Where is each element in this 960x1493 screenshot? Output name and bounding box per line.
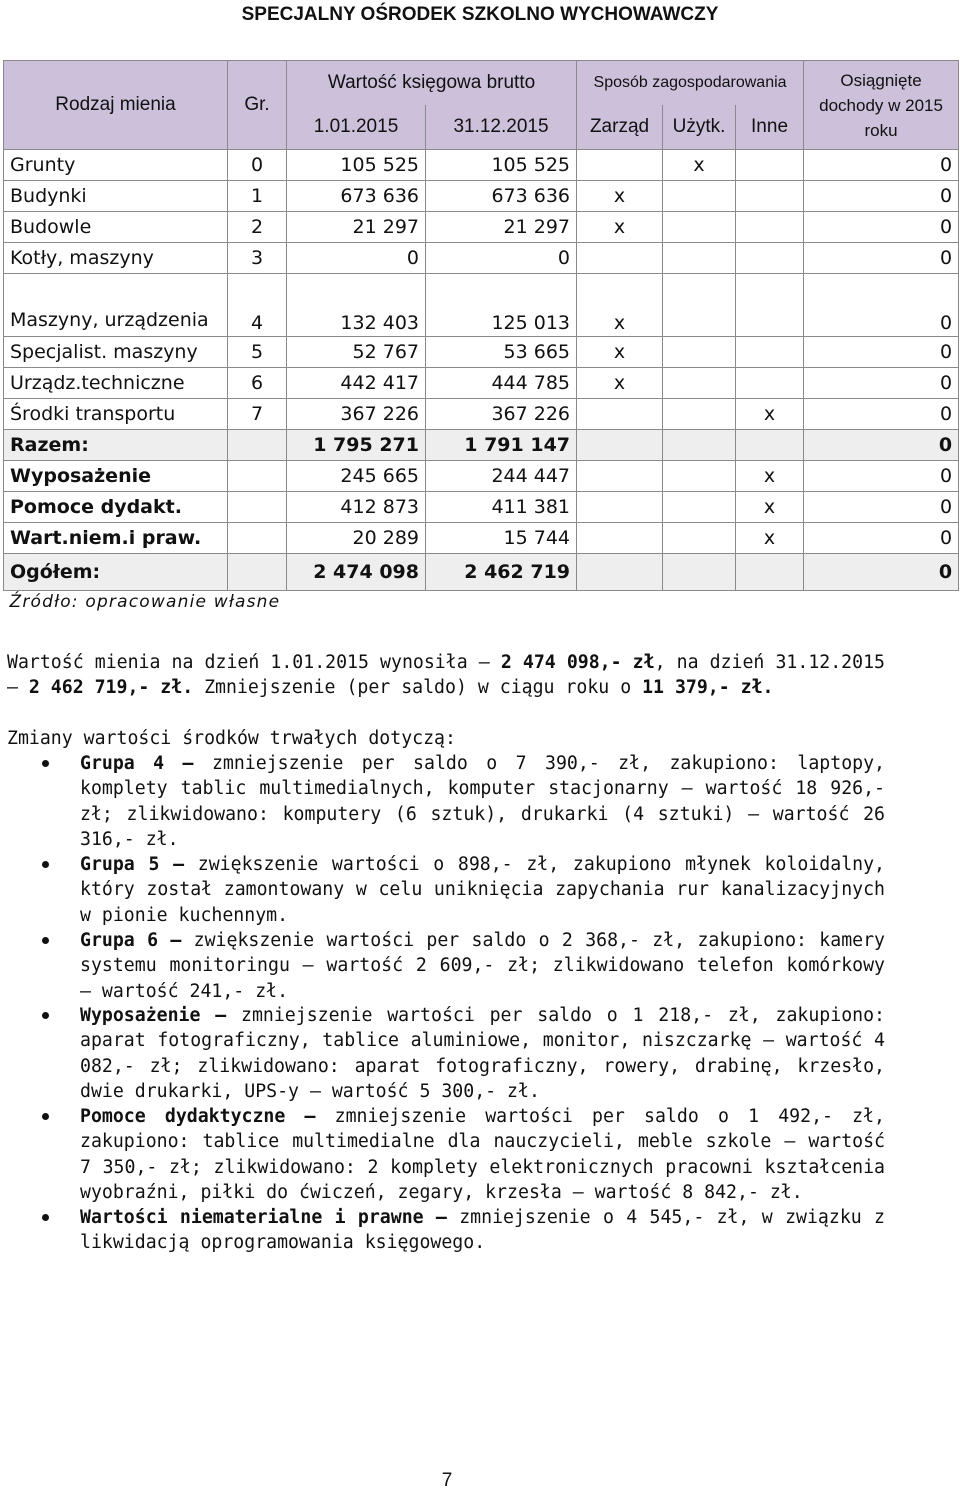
cell-group: 3: [228, 243, 287, 274]
cell-type: Ogółem:: [4, 554, 228, 591]
table-row: [4, 150, 959, 181]
cell-mgmt-other: [736, 150, 804, 181]
cell-mgmt-board: [577, 243, 663, 274]
cell-mgmt-other: [736, 243, 804, 274]
summary-text-3: Zmniejszenie (per saldo) w ciągu roku o: [193, 677, 643, 699]
cell-income: 0: [804, 461, 959, 492]
cell-group: [228, 554, 287, 591]
cell-income: 0: [804, 337, 959, 368]
cell-mgmt-use: [663, 181, 736, 212]
cell-mgmt-other: [736, 554, 804, 591]
list-item: [7, 751, 885, 852]
cell-value-start: 132 403: [287, 274, 426, 337]
table-row: [4, 399, 959, 430]
bullet-icon: [42, 861, 49, 868]
cell-group: 1: [228, 181, 287, 212]
cell-type: Grunty: [4, 150, 228, 181]
list-item: [7, 1003, 885, 1104]
cell-income: 0: [804, 181, 959, 212]
cell-mgmt-use: [663, 368, 736, 399]
summary-value-start: 2 474 098,- zł: [500, 652, 655, 673]
cell-value-start: 105 525: [287, 150, 426, 181]
summary-text-1: Wartość mienia na dzień 1.01.2015 wynosiła –: [7, 652, 501, 673]
list-item-heading: Pomoce dydaktyczne –: [80, 1106, 316, 1127]
table-row: [4, 523, 959, 554]
list-item-text: zmniejszenie wartości per saldo o 1 492,- zł, zakupiono: tablice multimedialne dla nauczycieli, meble szkole – wartość 7 350,- zł; zlikwidowano: 2 komplety elektronicznych pracowni kształcenia wyobraźni, piłki do ćwiczeń, zegary, krzesła – wartość 8 842,- zł.: [80, 1106, 885, 1203]
cell-mgmt-board: x: [577, 368, 663, 399]
list-item-text: zmniejszenie wartości per saldo o 1 218,- zł, zakupiono: aparat fotograficzny, tablice aluminiowe, monitor, niszczarkę – wartość 4 082,- zł; zlikwidowano: aparat fotograficzny, rowery, drabinę, krzesło, dwie drukarki, UPS-y – wartość 5 300,- zł.: [80, 1005, 885, 1102]
list-item-heading: Grupa 5 –: [80, 854, 185, 875]
cell-mgmt-other: [736, 368, 804, 399]
cell-group: [228, 523, 287, 554]
cell-value-start: 412 873: [287, 492, 426, 523]
cell-mgmt-use: [663, 243, 736, 274]
cell-type: Razem:: [4, 430, 228, 461]
cell-value-start: 442 417: [287, 368, 426, 399]
table-row: [4, 461, 959, 492]
list-item-text: zmniejszenie per saldo o 7 390,- zł, zakupiono: laptopy, komplety tablic multimedialnych, komputer stacjonarny – wartość 18 926,- zł; zlikwidowano: komputery (6 sztuk), drukarki (4 sztuki) – wartość 26 316,- zł.: [80, 753, 885, 850]
cell-value-end: 2 462 719: [426, 554, 577, 591]
cell-type: Budowle: [4, 212, 228, 243]
cell-mgmt-other: [736, 430, 804, 461]
table-row: [4, 212, 959, 243]
cell-type: Wart.niem.i praw.: [4, 523, 228, 554]
table-source-row: [4, 591, 959, 618]
cell-value-end: 673 636: [426, 181, 577, 212]
cell-value-start: 21 297: [287, 212, 426, 243]
cell-type: Urządz.techniczne: [4, 368, 228, 399]
table-source: Źródło: opracowanie własne: [4, 591, 959, 618]
cell-value-end: 21 297: [426, 212, 577, 243]
list-item-heading: Wartości niematerialne i prawne –: [80, 1207, 447, 1228]
bullet-icon: [42, 1012, 49, 1019]
cell-value-start: 2 474 098: [287, 554, 426, 591]
cell-mgmt-board: [577, 461, 663, 492]
header-mgmt-board: Zarząd: [577, 105, 663, 150]
cell-mgmt-other: x: [736, 523, 804, 554]
cell-income: 0: [804, 399, 959, 430]
cell-group: [228, 492, 287, 523]
cell-value-end: 367 226: [426, 399, 577, 430]
cell-mgmt-board: x: [577, 181, 663, 212]
list-item: [7, 928, 885, 1004]
summary-decrease: 11 379,- zł.: [642, 677, 774, 699]
summary-value-end: 2 462 719,- zł.: [28, 677, 194, 699]
header-group: Gr.: [228, 61, 287, 150]
cell-group: 5: [228, 337, 287, 368]
list-item-text: zmniejszenie o 4 545,- zł, w związku z likwidacją oprogramowania księgowego.: [80, 1207, 886, 1254]
cell-type: Środki transportu: [4, 399, 228, 430]
cell-mgmt-use: [663, 212, 736, 243]
cell-mgmt-use: [663, 554, 736, 591]
cell-income: 0: [804, 523, 959, 554]
header-management: Sposób zagospodarowania: [577, 61, 804, 106]
table-header-row-1: [4, 61, 959, 106]
header-mgmt-use: Użytk.: [663, 105, 736, 150]
list-item-heading: Grupa 4 –: [80, 753, 194, 774]
table-row: [4, 492, 959, 523]
cell-mgmt-use: x: [663, 150, 736, 181]
cell-value-start: 20 289: [287, 523, 426, 554]
table-row: [4, 368, 959, 399]
cell-mgmt-board: x: [577, 337, 663, 368]
bullet-icon: [42, 937, 49, 944]
cell-value-end: 125 013: [426, 274, 577, 337]
assets-table: [3, 60, 959, 617]
cell-mgmt-board: [577, 523, 663, 554]
cell-mgmt-use: [663, 461, 736, 492]
list-item-text: zwiększenie wartości o 898,- zł, zakupiono młynek koloidalny, który został zamontowany w celu uniknięcia zapychania rur kanalizacyjnych w pionie kuchennym.: [80, 854, 885, 926]
cell-value-start: 367 226: [287, 399, 426, 430]
summary-paragraph: [7, 650, 885, 701]
cell-mgmt-use: [663, 492, 736, 523]
list-item: [7, 852, 885, 928]
table-row: [4, 274, 959, 337]
table-row: [4, 337, 959, 368]
header-value-start: 1.01.2015: [287, 105, 426, 150]
cell-type: Kotły, maszyny: [4, 243, 228, 274]
cell-mgmt-board: [577, 399, 663, 430]
list-item: [7, 1205, 885, 1256]
cell-value-start: 245 665: [287, 461, 426, 492]
table-row-total: [4, 554, 959, 591]
cell-value-end: 244 447: [426, 461, 577, 492]
cell-value-start: 1 795 271: [287, 430, 426, 461]
cell-income: 0: [804, 430, 959, 461]
cell-income: 0: [804, 554, 959, 591]
cell-income: 0: [804, 212, 959, 243]
header-type: Rodzaj mienia: [4, 61, 228, 150]
cell-mgmt-board: x: [577, 212, 663, 243]
bullet-icon: [42, 1113, 49, 1120]
cell-value-end: 0: [426, 243, 577, 274]
cell-group: [228, 461, 287, 492]
cell-value-start: 0: [287, 243, 426, 274]
cell-mgmt-other: [736, 274, 804, 337]
cell-value-end: 444 785: [426, 368, 577, 399]
page-title: SPECJALNY OŚRODEK SZKOLNO WYCHOWAWCZY: [241, 4, 719, 25]
cell-mgmt-other: [736, 212, 804, 243]
header-income: Osiągnięte dochody w 2015 roku: [804, 61, 959, 150]
cell-value-end: 411 381: [426, 492, 577, 523]
table-row: [4, 243, 959, 274]
cell-mgmt-use: [663, 274, 736, 337]
cell-mgmt-other: x: [736, 492, 804, 523]
cell-value-start: 52 767: [287, 337, 426, 368]
cell-group: 0: [228, 150, 287, 181]
header-mgmt-other: Inne: [736, 105, 804, 150]
list-item-heading: Grupa 6 –: [80, 930, 182, 951]
cell-mgmt-use: [663, 337, 736, 368]
cell-income: 0: [804, 150, 959, 181]
list-item: [7, 1104, 885, 1205]
cell-value-end: 15 744: [426, 523, 577, 554]
summary-text-2: , na dzień 31.12.2015 –: [7, 652, 885, 699]
cell-mgmt-use: [663, 399, 736, 430]
cell-mgmt-board: [577, 492, 663, 523]
changes-intro: Zmiany wartości środków trwałych dotyczą:: [7, 728, 456, 749]
cell-type: Budynki: [4, 181, 228, 212]
header-value: Wartość księgowa brutto: [287, 61, 577, 106]
cell-mgmt-board: [577, 554, 663, 591]
cell-type: Pomoce dydakt.: [4, 492, 228, 523]
cell-type: Wyposażenie: [4, 461, 228, 492]
cell-value-start: 673 636: [287, 181, 426, 212]
cell-group: 7: [228, 399, 287, 430]
cell-group: [228, 430, 287, 461]
cell-mgmt-use: [663, 430, 736, 461]
cell-group: 4: [228, 274, 287, 337]
table-row: [4, 181, 959, 212]
cell-group: 6: [228, 368, 287, 399]
cell-mgmt-other: x: [736, 461, 804, 492]
list-item-heading: Wyposażenie –: [80, 1005, 227, 1026]
cell-mgmt-use: [663, 523, 736, 554]
cell-mgmt-board: [577, 150, 663, 181]
bullet-icon: [42, 760, 49, 767]
cell-group: 2: [228, 212, 287, 243]
page-number: 7: [441, 1470, 453, 1491]
header-value-end: 31.12.2015: [426, 105, 577, 150]
cell-value-end: 1 791 147: [426, 430, 577, 461]
cell-mgmt-other: [736, 181, 804, 212]
cell-type: Maszyny, urządzenia: [4, 274, 228, 337]
cell-income: 0: [804, 243, 959, 274]
cell-income: 0: [804, 274, 959, 337]
cell-income: 0: [804, 492, 959, 523]
cell-mgmt-other: [736, 337, 804, 368]
cell-value-end: 53 665: [426, 337, 577, 368]
list-item-text: zwiększenie wartości per saldo o 2 368,- zł, zakupiono: kamery systemu monitoringu – wartość 2 609,- zł; zlikwidowano telefon komórkowy – wartość 241,- zł.: [80, 930, 885, 1002]
table-row-subtotal: [4, 430, 959, 461]
cell-mgmt-other: x: [736, 399, 804, 430]
cell-mgmt-board: [577, 430, 663, 461]
cell-income: 0: [804, 368, 959, 399]
cell-type: Specjalist. maszyny: [4, 337, 228, 368]
bullet-icon: [42, 1214, 49, 1221]
cell-value-end: 105 525: [426, 150, 577, 181]
cell-mgmt-board: x: [577, 274, 663, 337]
